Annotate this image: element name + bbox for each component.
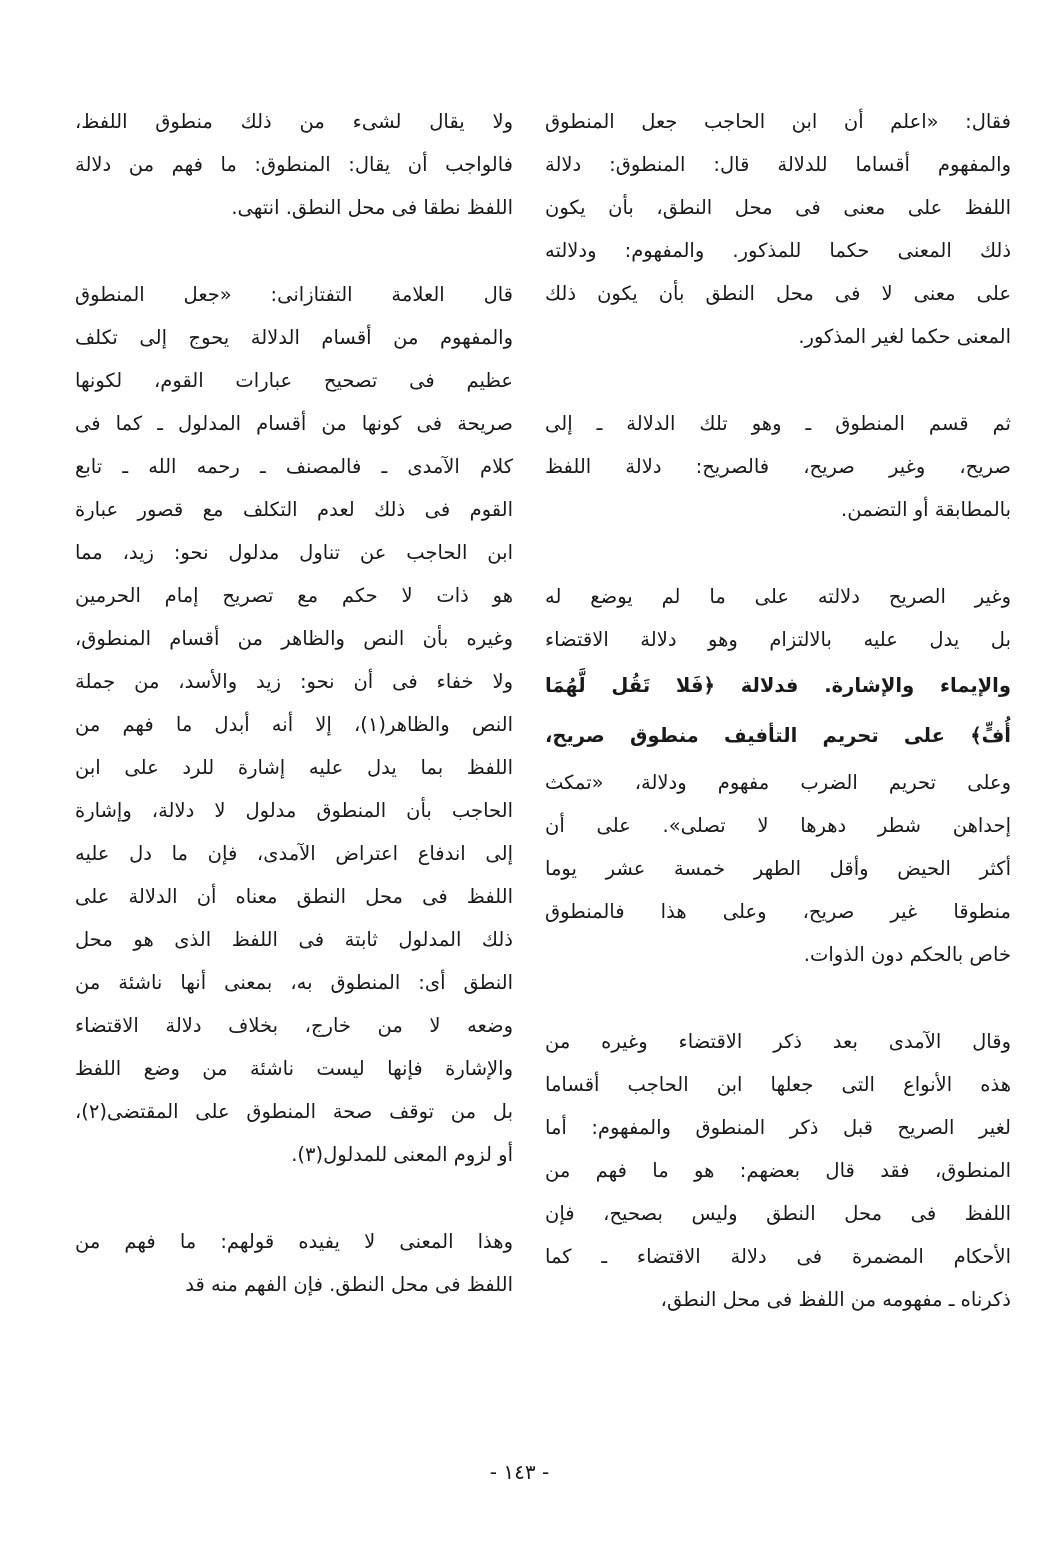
text-line: ابن الحاجب عن تناول مدلول نحو: زيد، مما [75,541,513,564]
text-line: صريحة فى كونها من أقسام المدلول ـ كما فى [75,412,513,435]
text-line: اللفظ بما يدل عليه إشارة للرد على ابن [75,756,513,779]
text-line: وضعه لا من خارج، بخلاف دلالة الاقتضاء [75,1014,513,1037]
text-line: النص والظاهر(١)، إلا أنه أبدل ما فهم من [75,713,513,736]
text-line: ذلك المدلول ثابتة فى اللفظ الذى هو محل [75,928,513,951]
text-line: والمفهوم من أقسام الدلالة يحوج إلى تكلف [75,326,513,349]
text-line: قال العلامة التفتازانى: «جعل المنطوق [75,283,513,306]
text-line: ولا خفاء فى أن نحو: زيد والأسد، من جملة [75,670,513,693]
text-line: أكثر الحيض وأقل الطهر خمسة عشر يوما [545,857,1011,880]
text-line: وهذا المعنى لا يفيده قولهم: ما فهم من [75,1230,513,1253]
text-line: لغير الصريح قبل ذكر المنطوق والمفهوم: أما [545,1116,1011,1139]
text-line: ذلك المعنى حكما للمذكور. والمفهوم: ودلالته [545,239,1011,262]
text-line: منطوقا غير صريح، وعلى هذا فالمنطوق [545,900,1011,923]
text-line: اللفظ فى محل النطق معناه أن الدلالة على [75,885,513,908]
text-line: ثم قسم المنطوق ـ وهو تلك الدلالة ـ إلى [545,412,1011,435]
text-line: اللفظ فى محل النطق وليس بصحيح، فإن [545,1202,1011,1225]
text-line: المعنى حكما لغير المذكور. [798,325,1011,348]
text-line: خاص بالحكم دون الذوات. [803,943,1011,966]
text-line: كلام الآمدى ـ فالمصنف ـ رحمه الله ـ تابع [75,455,513,478]
page-number: - ١٤٣ - [489,1460,550,1484]
text-line: ولا يقال لشىء من ذلك منطوق اللفظ، [75,110,513,133]
text-line: المنطوق، فقد قال بعضهم: هو ما فهم من [545,1159,1011,1182]
text-line: هو ذات لا حكم مع تصريح إمام الحرمين [75,584,513,607]
paragraph [545,402,1011,531]
text-line: وعلى تحريم الضرب مفهوم ودلالة، «تمكث [545,771,1011,794]
paragraph [545,575,1011,976]
text-line: والإيماء والإشارة. فدلالة ﴿فَلا تَقُل لَّهُمَا [545,674,1011,697]
text-line: على معنى لا فى محل النطق بأن يكون ذلك [545,282,1011,305]
text-line: اللفظ فى محل النطق. فإن الفهم منه قد [185,1273,513,1296]
text-line: أو لزوم المعنى للمدلول(٣). [291,1143,513,1166]
text-line: بالمطابقة أو التضمن. [841,498,1011,521]
paragraph [545,100,1011,358]
paragraph [545,1020,1011,1321]
text-line: صريح، وغير صريح، فالصريح: دلالة اللفظ [545,455,1011,478]
text-line: هذه الأنواع التى جعلها ابن الحاجب أقساما [545,1073,1011,1096]
text-line: عظيم فى تصحيح عبارات القوم، لكونها [75,369,513,392]
text-line: والمفهوم أقساما للدلالة قال: المنطوق: دلالة [545,153,1011,176]
text-line: فالواجب أن يقال: المنطوق: ما فهم من دلالة [75,153,513,176]
text-line: الحاجب بأن المنطوق مدلول لا دلالة، وإشارة [75,799,513,822]
text-line: اللفظ على معنى فى محل النطق، بأن يكون [545,196,1011,219]
text-line: وغير الصريح دلالته على ما لم يوضع له [545,585,1011,608]
text-line: الأحكام المضمرة فى دلالة الاقتضاء ـ كما [545,1245,1011,1268]
text-line: إلى اندفاع اعتراض الآمدى، فإن ما دل عليه [75,842,513,865]
text-line: أُفٍّ﴾ على تحريم التأفيف منطوق صريح، [545,724,1011,747]
text-line: القوم فى ذلك لعدم التكلف مع قصور عبارة [75,498,513,521]
text-line: بل يدل عليه بالالتزام وهو دلالة الاقتضاء [545,628,1011,651]
paragraph [75,1220,513,1306]
left-text-column [75,100,513,1350]
text-line: والإشارة فإنها ليست ناشئة من وضع اللفظ [75,1057,513,1080]
paragraph [75,100,513,229]
text-line: ذكرناه ـ مفهومه من اللفظ فى محل النطق، [660,1288,1011,1311]
text-line: فقال: «اعلم أن ابن الحاجب جعل المنطوق [545,110,1011,133]
paragraph [75,273,513,1176]
text-line: وغيره بأن النص والظاهر من أقسام المنطوق، [75,627,513,650]
text-line: اللفظ نطقا فى محل النطق. انتهى. [231,196,513,219]
right-text-column [545,100,1011,1365]
text-line: النطق أى: المنطوق به، بمعنى أنها ناشئة من [75,971,513,994]
text-line: وقال الآمدى بعد ذكر الاقتضاء وغيره من [545,1030,1011,1053]
text-line: بل من توقف صحة المنطوق على المقتضى(٢)، [75,1100,513,1123]
text-line: إحداهن شطر دهرها لا تصلى». على أن [545,814,1011,837]
